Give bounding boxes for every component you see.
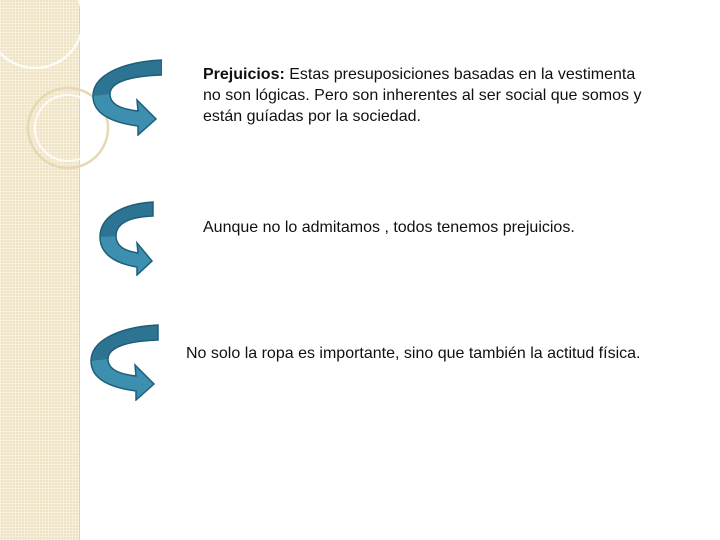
side-band [0,0,80,540]
prejudice-paragraph [203,64,643,127]
prejudice-definition: Estas presuposiciones basadas en la vestimenta no son lógicas. Pero son inherentes al ser social que somos y están guíadas por la sociedad. [203,66,642,125]
curved-arrow-icon [98,200,154,276]
prejudice-term: Prejuicios: [203,66,285,83]
admission-paragraph: Aunque no lo admitamos , todos tenemos prejuicios. [203,219,575,236]
curved-arrow-icon [90,58,162,136]
curved-arrow-icon [88,323,160,401]
attitude-paragraph: No solo la ropa es importante, sino que también la actitud física. [186,345,641,362]
